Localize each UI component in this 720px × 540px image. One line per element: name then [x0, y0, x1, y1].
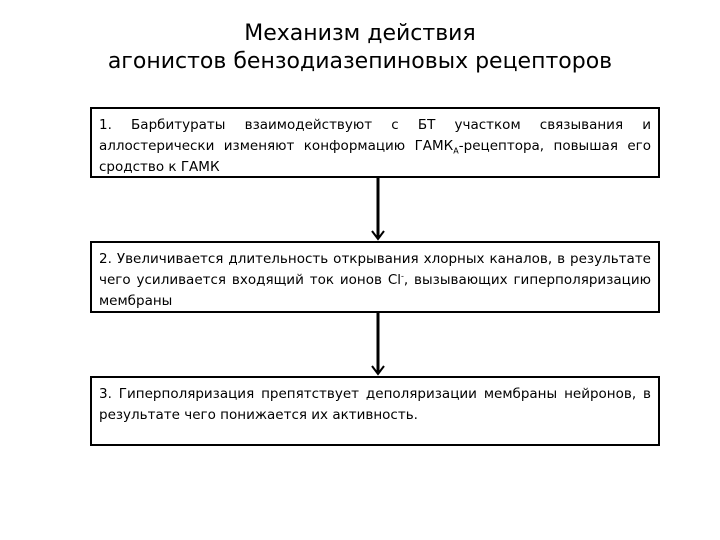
step-3-box	[90, 376, 660, 446]
step-2-superscript: -	[401, 271, 404, 281]
arrow-down-1	[368, 178, 388, 242]
step-2-text-end: , вызывающих гиперполяризацию мембраны	[99, 272, 651, 309]
step-2-box	[90, 241, 660, 313]
step-1-text-end: -рецептора, повышая его сродство к ГАМК	[99, 138, 651, 175]
diagram-title	[0, 20, 720, 76]
step-1-subscript: А	[453, 146, 459, 156]
arrow-down-2	[368, 313, 388, 377]
step-1-text: 1. Барбитураты взаимодействуют с БТ участком связывания и аллостерически изменяют конформацию ГАМК	[99, 117, 651, 154]
step-3-text: 3. Гиперполяризация препятствует деполяризации мембраны нейронов, в результате чего понижается их активность.	[99, 386, 651, 423]
step-2-text: 2. Увеличивается длительность открывания хлорных каналов, в результате чего усиливается входящий ток ионов Cl	[99, 251, 651, 288]
title-line-1: Механизм действия	[244, 21, 476, 46]
title-line-2: агонистов бензодиазепиновых рецепторов	[107, 49, 613, 74]
step-1-box	[90, 107, 660, 178]
